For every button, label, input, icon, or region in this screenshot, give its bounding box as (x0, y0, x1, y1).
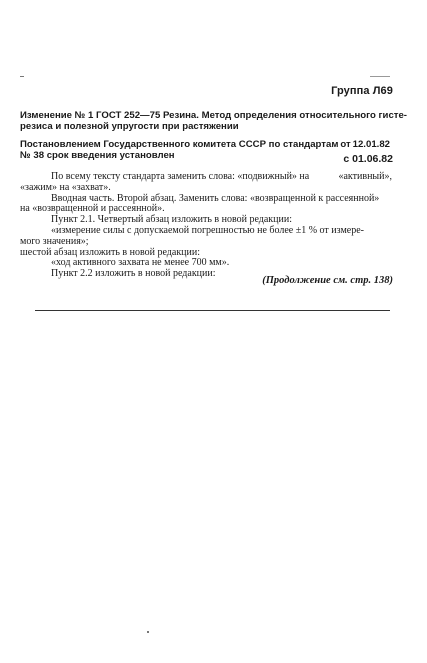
change-heading (20, 110, 407, 132)
group-label: Группа Л69 (331, 85, 393, 97)
decree-block (20, 139, 390, 161)
body-text: Вводная часть. Второй абзац. Заменить слова: «возвращенной к рассеянной» (51, 192, 380, 204)
body-text: Пункт 2.1. Четвертый абзац изложить в новой редакции: (51, 214, 292, 226)
decree-date: 12.01.82 (352, 139, 390, 150)
body-text: По всему тексту стандарта заменить слова: «подвижный» на (51, 171, 310, 182)
heading-line: резиса и полезной упругости при растяжении (20, 121, 239, 132)
body-text: «ход активного захвата не менее 700 мм». (51, 257, 230, 269)
scan-speck (147, 631, 149, 633)
divider (35, 310, 390, 311)
body-text: Пункт 2.2 изложить в новой редакции: (51, 268, 216, 280)
body-text: на «возвращенной и рассеянной». (20, 203, 165, 215)
body-text: «измерение силы с допускаемой погрешностью не более ±1 % от измере- (51, 224, 364, 236)
scan-speck (20, 76, 24, 77)
change-body (20, 172, 392, 280)
decree-from: от (340, 139, 351, 150)
body-text: «зажим» на «захват». (20, 181, 111, 193)
continuation-note: (Продолжение см. стр. 138) (262, 275, 393, 286)
decree-number: № 38 срок введения установлен (20, 150, 175, 161)
scan-speck (370, 76, 390, 77)
body-text: шестой абзац изложить в новой редакции: (20, 246, 201, 258)
heading-line: Изменение № 1 ГОСТ 252—75 Резина. Метод определения относительного гисте- (20, 110, 408, 121)
effective-date: с 01.06.82 (343, 153, 393, 165)
body-text: «активный», (338, 171, 392, 182)
body-text: мого значения»; (20, 235, 89, 247)
decree-text: Постановлением Государственного комитета СССР по стандартам (20, 139, 339, 150)
